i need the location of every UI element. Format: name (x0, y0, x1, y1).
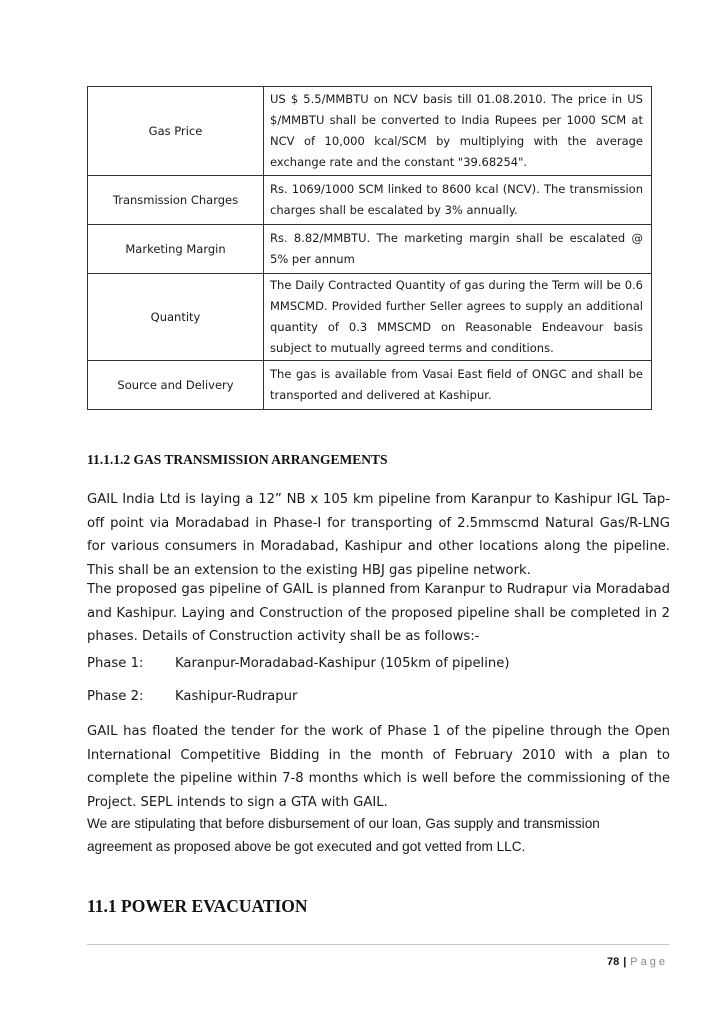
table-value: The gas is available from Vasai East field of ONGC and shall be transported and delivered at Kashipur. (264, 361, 652, 410)
phase-text: Kashipur-Rudrapur (175, 689, 298, 704)
paragraph: We are stipulating that before disbursement of our loan, Gas supply and transmission agreement as proposed above be got executed and got vetted from LLC. (87, 816, 600, 854)
table-label: Transmission Charges (88, 176, 264, 225)
gas-terms-table (87, 86, 652, 410)
table-value: US $ 5.5/MMBTU on NCV basis till 01.08.2010. The price in US $/MMBTU shall be converted to India Rupees per 1000 SCM at NCV of 10,000 kcal/SCM by multiplying with the average exchange rate and the constant "39.68254". (264, 87, 652, 176)
table-row (88, 225, 652, 274)
table-value: The Daily Contracted Quantity of gas during the Term will be 0.6 MMSCMD. Provided further Seller agrees to supply an additional quantity of 0.3 MMSCMD on Reasonable Endeavour basis subject to mutually agreed terms and conditions. (264, 274, 652, 361)
paragraph: GAIL India Ltd is laying a 12” NB x 105 km pipeline from Karanpur to Kashipur IGL Tap-off point via Moradabad in Phase-I for transporting of 2.5mmscmd Natural Gas/R-LNG for various consumers in Moradabad, Kashipur and other locations along the pipeline. This shall be an extension to the existing HBJ gas pipeline network. (87, 492, 670, 578)
table-value: Rs. 1069/1000 SCM linked to 8600 kcal (NCV). The transmission charges shall be escalated by 3% annually. (264, 176, 652, 225)
paragraph: GAIL has floated the tender for the work of Phase 1 of the pipeline through the Open International Competitive Bidding in the month of February 2010 with a plan to complete the pipeline within 7-8 months which is well before the commissioning of the Project. SEPL intends to sign a GTA with GAIL. (87, 724, 670, 810)
page-number: 78 (606, 956, 620, 968)
section-heading: 11.1.1.2 GAS TRANSMISSION ARRANGEMENTS (87, 452, 388, 467)
phase-line (87, 656, 510, 671)
phase-text: Karanpur-Moradabad-Kashipur (105km of pipeline) (175, 656, 510, 671)
table-row (88, 87, 652, 176)
phase-line (87, 689, 297, 704)
table-label: Marketing Margin (88, 225, 264, 274)
footer-divider (87, 944, 670, 945)
phase-number: Phase 1: (87, 656, 144, 671)
table-row (88, 274, 652, 361)
table-label: Quantity (88, 274, 264, 361)
table-label: Source and Delivery (88, 361, 264, 410)
table-row (88, 361, 652, 410)
footer-separator: | (623, 956, 627, 968)
table-value: Rs. 8.82/MMBTU. The marketing margin shall be escalated @ 5% per annum (264, 225, 652, 274)
table-label: Gas Price (88, 87, 264, 176)
paragraph: The proposed gas pipeline of GAIL is planned from Karanpur to Rudrapur via Moradabad and Kashipur. Laying and Construction of the proposed pipeline shall be completed in 2 phases. Details of Construction activity shall be as follows:- (87, 582, 670, 644)
page-footer (607, 956, 668, 968)
table-row (88, 176, 652, 225)
phase-number: Phase 2: (87, 689, 144, 704)
page-label: Page (630, 956, 668, 968)
section-heading-power-evacuation: 11.1 POWER EVACUATION (87, 896, 308, 916)
